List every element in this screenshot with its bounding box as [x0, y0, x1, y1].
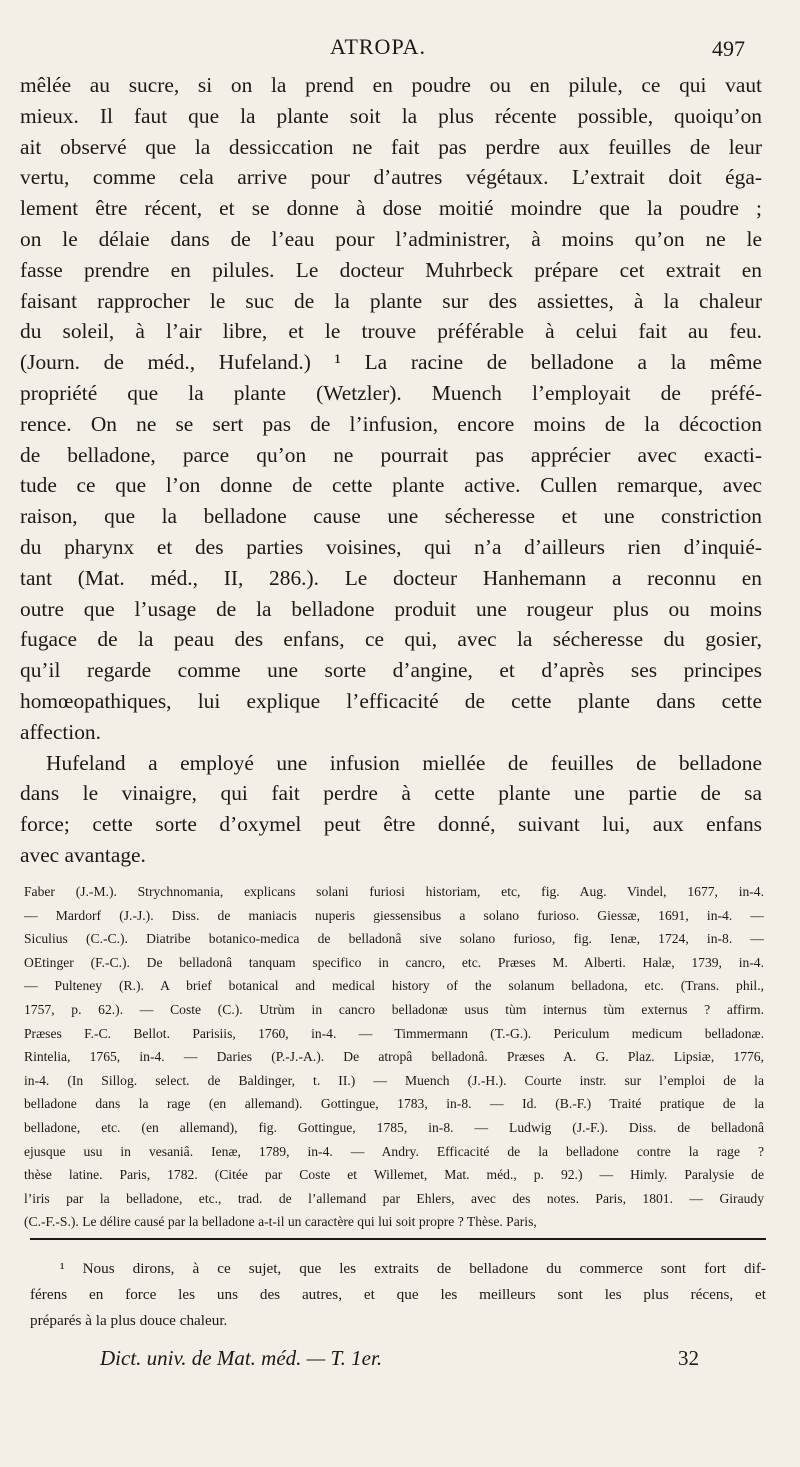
- text-line: fugace de la peau des enfans, ce qui, avec la sécheresse du gosier,: [20, 627, 762, 652]
- text-line: ait observé que la dessiccation ne fait pas perdre aux feuilles de leur: [20, 134, 762, 159]
- text-line: outre que l’usage de la belladone produit une rougeur plus ou moins: [20, 596, 762, 621]
- text-line: de belladone, parce qu’on ne pourrait pas apprécier avec exacti-: [20, 442, 762, 467]
- body-text: [20, 70, 762, 871]
- bibliography-line: 1757, p. 62.). — Coste (C.). Utrùm in cancro belladonæ usus tùm internus tùm externus ? affirm.: [24, 1001, 764, 1017]
- text-line: mieux. Il faut que la plante soit la plus récente possible, quoiqu’on: [20, 103, 762, 128]
- running-head: [0, 34, 800, 64]
- text-line: tude ce que l’on donne de cette plante active. Cullen remarque, avec: [20, 473, 762, 498]
- text-line: faisant rapprocher le suc de la plante sur des assiettes, à la chaleur: [20, 288, 762, 313]
- text-line: on le délaie dans de l’eau pour l’administrer, à moins qu’on ne le: [20, 226, 762, 251]
- footnote-line: férens en force les uns des autres, et que les meilleurs sont les plus récens, et: [30, 1286, 766, 1303]
- text-line: mêlée au sucre, si on la prend en poudre ou en pilule, ce qui vaut: [20, 73, 762, 97]
- text-line: du soleil, à l’air libre, et le trouve préférable à celui fait au feu.: [20, 319, 762, 344]
- text-line: propriété que la plante (Wetzler). Muench l’employait de préfé-: [20, 380, 762, 405]
- signature-text: Dict. univ. de Mat. méd. — T. 1er.: [100, 1346, 383, 1370]
- text-line: affection.: [20, 719, 101, 744]
- bibliography-line: belladone dans la rage (en allemand). Gottingue, 1783, in-8. — Id. (B.-F.) Traité pratique de la: [24, 1096, 764, 1112]
- text-line: Hufeland a employé une infusion miellée de feuilles de belladone: [46, 750, 762, 775]
- bibliography-line: (C.-F.-S.). Le délire causé par la belladone a-t-il un caractère qui lui soit propre ? Thèse. Paris,: [24, 1214, 537, 1230]
- text-line: du pharynx et des parties voisines, qui n’a d’ailleurs rien d’inquié-: [20, 534, 762, 559]
- running-title: ATROPA.: [330, 34, 427, 59]
- bibliography-line: in-4. (In Sillog. select. de Baldinger, t. II.) — Muench (J.-H.). Courte instr. sur l’emploi de la: [24, 1072, 764, 1088]
- footnote-line: préparés à la plus douce chaleur.: [30, 1312, 228, 1329]
- text-line: homœopathiques, lui explique l’efficacité de cette plante dans cette: [20, 688, 762, 713]
- text-line: lement être récent, et se donne à dose moitié moindre que la poudre ;: [20, 196, 762, 221]
- bibliography-line: belladone, etc. (en allemand), fig. Gottingue, 1785, in-8. — Ludwig (J.-F.). Diss. de belladonâ: [24, 1119, 764, 1135]
- paragraph-2: [20, 748, 762, 871]
- bibliography-line: — Pulteney (R.). A brief botanical and medical history of the solanum belladona, etc. (Trans. phil.,: [24, 978, 764, 994]
- text-line: avec avantage.: [20, 842, 146, 867]
- text-line: rence. On ne se sert pas de l’infusion, encore moins de la décoction: [20, 411, 762, 436]
- bibliography-line: OEtinger (F.-C.). De belladonâ tanquam specifico in cancro, etc. Præses M. Alberti. Halæ, 1739, in-4.: [24, 954, 764, 970]
- text-line: force; cette sorte d’oxymel peut être donné, suivant lui, aux enfans: [20, 812, 762, 837]
- bibliography-line: thèse latine. Paris, 1782. (Citée par Coste et Willemet, Mat. méd., p. 92.) — Himly. Paralysie de: [24, 1167, 764, 1183]
- bibliography-line: Siculius (C.-C.). Diatribe botanico-medica de belladonâ sive solano furioso, fig. Ienæ, 1724, in-8. —: [24, 931, 764, 947]
- text-line: qu’il regarde comme une sorte d’angine, et d’après ses principes: [20, 658, 762, 683]
- bibliography-line: l’iris par la belladone, etc., trad. de l’allemand par Ehlers, avec des notes. Paris, 1801. — Giraudy: [24, 1190, 764, 1206]
- footnote: [30, 1256, 766, 1334]
- bibliography-line: Faber (J.-M.). Strychnomania, explicans solani furiosi historiam, etc, fig. Aug. Vindel, 1677, in-4.: [24, 884, 764, 899]
- text-line: fasse prendre en pilules. Le docteur Muhrbeck prépare cet extrait en: [20, 257, 762, 282]
- footnote-line: ¹ Nous dirons, à ce sujet, que les extraits de belladone du commerce sont fort dif-: [60, 1260, 766, 1277]
- bibliography-line: Rintelia, 1765, in-4. — Daries (P.-J.-A.). De atropâ belladonâ. Præses A. G. Plaz. Lipsiæ, 1776,: [24, 1049, 764, 1065]
- footnote-divider: [30, 1238, 766, 1240]
- bibliography: [24, 880, 764, 1234]
- sheet-number: 32: [678, 1346, 699, 1370]
- text-line: (Journ. de méd., Hufeland.) ¹ La racine de belladone a la même: [20, 350, 762, 375]
- bibliography-line: — Mardorf (J.-J.). Diss. de maniacis nuperis giessensibus a solano furioso. Giessæ, 1691, in-4. —: [24, 907, 764, 923]
- bibliography-line: ejusque usu in vesaniâ. Ienæ, 1789, in-4. — Andry. Efficacité de la belladone contre la rage ?: [24, 1143, 764, 1159]
- text-line: vertu, comme cela arrive pour d’autres végétaux. L’extrait doit éga-: [20, 165, 762, 190]
- text-line: tant (Mat. méd., II, 286.). Le docteur Hanhemann a reconnu en: [20, 565, 762, 590]
- signature-line: [100, 1346, 760, 1376]
- page-number: 497: [712, 36, 745, 61]
- text-line: dans le vinaigre, qui fait perdre à cette plante une partie de sa: [20, 781, 762, 806]
- paragraph-1: [20, 70, 762, 748]
- bibliography-line: Præses F.-C. Bellot. Parisiis, 1760, in-4. — Timmermann (T.-G.). Periculum medicum belladonæ.: [24, 1025, 764, 1041]
- text-line: raison, que la belladone cause une sécheresse et une constriction: [20, 504, 762, 529]
